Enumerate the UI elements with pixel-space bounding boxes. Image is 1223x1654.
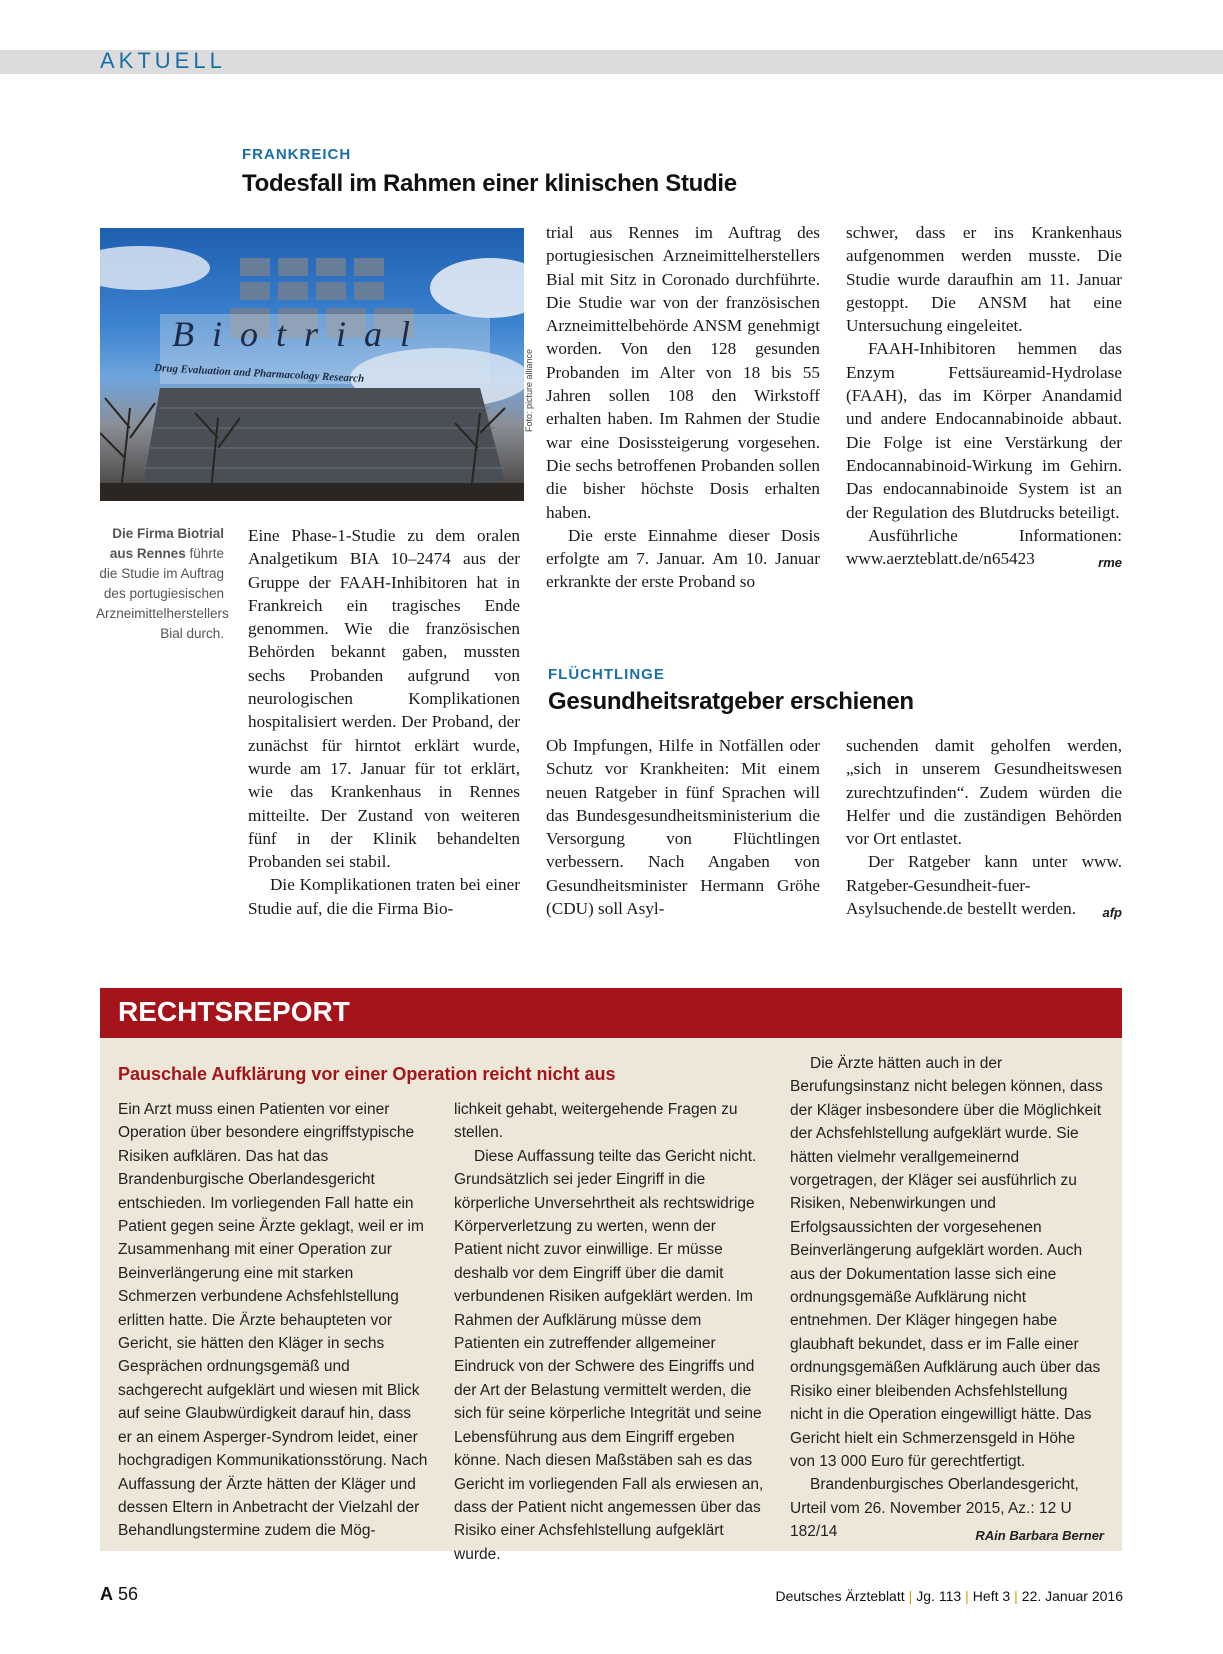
rechtsreport-title: RECHTSREPORT <box>118 996 350 1027</box>
article2-column-1 <box>546 734 820 920</box>
article1-paragraph: trial aus Rennes im Auftrag des portugiesischen Arzneimittelherstellers Bial mit Sitz in Coronado durchführte. Die Studie war von der französischen Arzneimittelbehörde ANSM genehmigt worden. Von den 128 gesunden Probanden im Alter von 18 bis 55 Jahren sollen 108 den Wirkstoff erhalten haben. Im Rahmen der Studie war eine Dosissteigerung vorgesehen. Die sechs betroffenen Probanden sollen die bisher höchste Dosis erhalten haben. <box>546 223 820 522</box>
article2-column-2 <box>846 734 1122 924</box>
photo-credit: Foto: picture alliance <box>524 348 534 432</box>
rechtsreport-paragraph: Ein Arzt muss einen Patienten vor einer Operation über besondere eingriffstypische Risiken aufklären. Das hat das Brandenburgische Oberlandesgericht entschieden. Im vorliegenden Fall hatte ein Patient gegen seine Ärzte geklagt, weil er im Zusammenhang mit einer Operation zur Beinverlängerung eine mit starken Schmerzen verbundene Achsfehlstellung erlitten hatte. Die Ärzte behaupteten vor Gericht, sie hätten den Kläger in sechs Gesprächen ordnungsgemäß und sachgerecht aufgeklärt und wiesen mit Blick auf seine Glaubwürdigkeit darauf hin, dass er an einem Asperger-Syndrom leidet, einer hochgradigen Kommunikationsstörung. Nach Auffassung der Ärzte hätten der Kläger und dessen Eltern in Anbetracht der Vielzahl der Behandlungstermine zudem die Mög- <box>118 1101 428 1540</box>
photo-caption <box>96 524 229 644</box>
footer-separator: | <box>1014 1588 1018 1604</box>
rechtsreport-paragraph <box>790 1473 1104 1543</box>
page-prefix: A <box>100 1584 113 1604</box>
article1-column-3 <box>846 221 1122 574</box>
photo-sign-text: Biotrial <box>172 314 429 354</box>
article1-paragraph: Die Komplikationen traten bei einer Studie auf, die die Firma Bio- <box>248 875 520 918</box>
caption-text: führte die Studie im Auftrag des portugiesischen Arzneimittelherstellers Bial durch. <box>96 546 229 641</box>
journal-issue: Heft 3 <box>972 1588 1011 1604</box>
court-citation: Brandenburgisches Oberlandesgericht, Urteil vom 26. November 2015, Az.: 12 U 182/14 <box>790 1476 1079 1541</box>
journal-volume: Jg. 113 <box>916 1588 962 1604</box>
page-number <box>100 1584 138 1605</box>
photo-sign-subtext: Drug Evaluation and Pharmacology Research <box>153 362 365 385</box>
article1-headline: Todesfall im Rahmen einer klinischen Studie <box>242 170 737 197</box>
rechtsreport-column-2 <box>454 1098 764 1566</box>
article1-paragraph: FAAH-Inhibitoren hemmen das Enzym Fettsäureamid-Hydrolase (FAAH), das im Körper Anandamid und andere Endocannabinoide abbaut. Die Folge ist eine Verstärkung der Endocannabinoid-Wirkung im Gehirn. Das endocannabinoide System ist an der Regulation des Blutdrucks beteiligt. <box>846 339 1122 522</box>
article2-paragraph: Ob Impfungen, Hilfe in Notfällen oder Schutz vor Krankheiten: Mit einem neuen Ratgeber in fünf Sprachen will das Bundesgesundheitsministerium die Versorgung von Flüchtlingen verbessern. Nach Angaben von Gesundheitsminister Hermann Gröhe (CDU) soll Asyl- <box>546 736 820 919</box>
building-photo <box>100 228 524 501</box>
caption-bold: Die Firma Biotrial aus Rennes <box>109 526 224 561</box>
rechtsreport-signature: RAin Barbara Berner <box>975 1528 1104 1544</box>
article2-kicker: FLÜCHTLINGE <box>548 666 665 683</box>
footer-separator: | <box>965 1588 969 1604</box>
journal-date: 22. Januar 2016 <box>1021 1588 1123 1604</box>
article1-column-1 <box>248 524 520 920</box>
article1-paragraph: Eine Phase-1-Studie zu dem oralen Analgetikum BIA 10–2474 aus der Gruppe der FAAH-Inhibitoren hat in Frankreich ein tragisches Ende genommen. Wie die französischen Behörden bekannt gaben, mussten sechs Probanden aufgrund von neurologischen Komplikationen hospitalisiert werden. Der Proband, der zunächst für hirntot erklärt wurde, wurde am 17. Januar für tot erklärt, wie das Krankenhaus in Rennes mitteilte. Der Zustand von weiteren fünf in der Klinik behandelten Probanden sei stabil. <box>248 526 520 872</box>
article1-kicker: FRANKREICH <box>242 146 352 163</box>
journal-name: Deutsches Ärzteblatt <box>775 1588 905 1604</box>
article2-headline: Gesundheitsratgeber erschienen <box>548 688 914 715</box>
article1-paragraph: Die erste Einnahme dieser Dosis erfolgte am 7. Januar. Am 10. Januar erkrankte der erste Proband so <box>546 525 820 592</box>
footer-separator: | <box>908 1588 913 1604</box>
article1-paragraph <box>846 524 1122 571</box>
rechtsreport-column-1 <box>118 1098 428 1543</box>
section-label: AKTUELL <box>100 48 226 73</box>
article2-paragraph <box>846 850 1122 920</box>
article2-signature: afp <box>1102 905 1122 921</box>
page-number-value: 56 <box>118 1584 139 1604</box>
article1-photo <box>100 228 524 501</box>
article1-signature: rme <box>1098 555 1122 571</box>
rechtsreport-column-3 <box>790 1052 1104 1548</box>
rechtsreport-paragraph: Die Ärzte hätten auch in der Berufungsinstanz nicht belegen können, dass der Kläger insbesondere über die Möglichkeit der Achsfehlstellung aufgeklärt wurde. Sie hätten vielmehr verallgemeinernd vorgetragen, der Kläger sei ausführlich zu Risiken, Nebenwirkungen und Erfolgsaussichten der vorgesehenen Beinverlängerung aufgeklärt worden. Auch aus der Dokumentation lasse sich eine ordnungsgemäße Aufklärung nicht entnehmen. Der Kläger hingegen habe glaubhaft bekundet, dass er im Falle einer ordnungsgemäßen Aufklärung auch über das Risiko einer bleibenden Achsfehlstellung nicht in die Operation eingewilligt hätte. Das Gericht hielt ein Schmerzensgeld in Höhe von 13 000 Euro für gerechtfertigt. <box>790 1055 1103 1470</box>
rechtsreport-paragraph: lichkeit gehabt, weitergehende Fragen zu stellen. <box>454 1101 738 1142</box>
article2-paragraph: suchenden damit geholfen werden, „sich in unserem Gesundheitswesen zurechtzufinden“. Zudem würden die Helfer und die zuständigen Behörden vor Ort entlastet. <box>846 736 1122 849</box>
rechtsreport-headline: Pauschale Aufklärung vor einer Operation reicht nicht aus <box>118 1064 616 1084</box>
journal-footer <box>775 1588 1123 1604</box>
order-info-text: Der Ratgeber kann unter www. Ratgeber-Gesundheit-fuer-Asylsuchende.de bestellt werden. <box>846 852 1122 919</box>
article1-paragraph: schwer, dass er ins Krankenhaus aufgenommen werden musste. Die Studie wurde daraufhin am 11. Januar gestoppt. Die ANSM hat eine Untersuchung eingeleitet. <box>846 223 1122 336</box>
more-info-text: Ausführliche Informationen: www.aerzteblatt.de/n65423 <box>846 525 1122 569</box>
rechtsreport-paragraph: Diese Auffassung teilte das Gericht nicht. Grundsätzlich sei jeder Eingriff in die körperliche Unversehrtheit als rechtswidrige Körperverletzung zu werten, wenn der Patient nicht zuvor einwillige. Er müsse deshalb vor dem Eingriff über die damit verbundenen Risiken aufgeklärt werden. Im Rahmen der Aufklärung müsse dem Patienten ein zutreffender allgemeiner Eindruck von der Schwere des Eingriffs und der Art der Belastung vermittelt werden, die sich für seine körperliche Integrität und seine Lebensführung aus dem Eingriff ergeben könne. Nach diesen Maßstäben sah es das Gericht im vorliegenden Fall als erwiesen an, dass der Patient nicht angemessen über das Risiko einer Achsfehlstellung aufgeklärt wurde. <box>454 1147 764 1563</box>
article1-column-2 <box>546 221 820 594</box>
